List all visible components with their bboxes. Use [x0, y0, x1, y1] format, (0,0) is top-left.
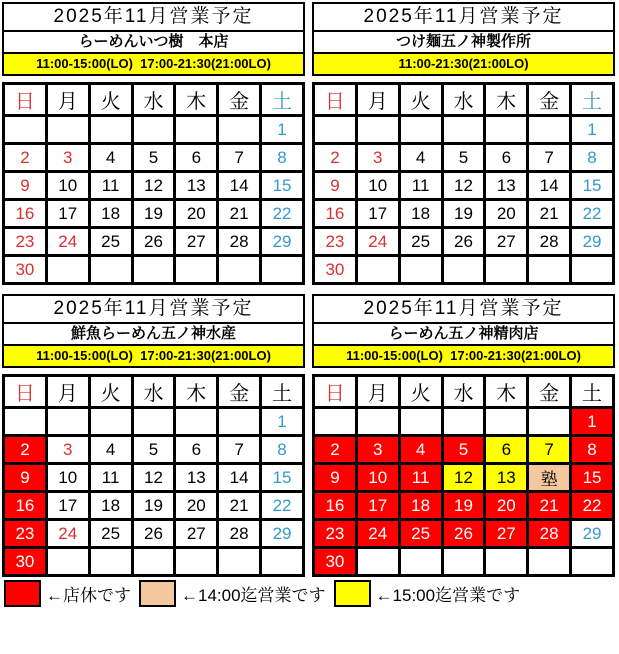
date-cell: 24: [356, 228, 399, 256]
date-cell: 23: [314, 520, 357, 548]
date-cell: 5: [442, 144, 485, 172]
weekday-header: 水: [132, 84, 175, 116]
date-cell: 1: [261, 408, 304, 436]
date-cell: 23: [4, 520, 47, 548]
date-cell: 10: [356, 172, 399, 200]
empty-cell: [89, 408, 132, 436]
empty-cell: [571, 256, 614, 284]
date-cell: 16: [4, 492, 47, 520]
empty-cell: [132, 408, 175, 436]
empty-cell: [528, 116, 571, 144]
date-cell: 27: [175, 228, 218, 256]
shop-name: らーめん五ノ神精肉店: [314, 324, 613, 346]
weekday-header: 木: [175, 376, 218, 408]
date-cell: 12: [132, 172, 175, 200]
date-cell: 24: [356, 520, 399, 548]
empty-cell: [399, 256, 442, 284]
date-cell: 26: [442, 228, 485, 256]
weekday-header: 火: [89, 376, 132, 408]
date-cell: 25: [399, 228, 442, 256]
weekday-header: 金: [528, 84, 571, 116]
empty-cell: [399, 116, 442, 144]
weekday-header: 水: [442, 376, 485, 408]
date-cell: 6: [175, 436, 218, 464]
date-cell: 18: [399, 492, 442, 520]
calendar-itsuki-honten: [2, 2, 305, 285]
calendar-title: 2025年11月営業予定: [4, 296, 303, 324]
date-cell: 10: [356, 464, 399, 492]
calendar-header: [312, 2, 615, 76]
date-cell: 10: [46, 172, 89, 200]
date-cell: 21: [528, 200, 571, 228]
empty-cell: [46, 256, 89, 284]
empty-cell: [175, 408, 218, 436]
weekday-header: 土: [571, 376, 614, 408]
empty-cell: [261, 256, 304, 284]
weekday-header: 火: [89, 84, 132, 116]
date-cell: 24: [46, 228, 89, 256]
date-cell: 14: [218, 172, 261, 200]
date-cell: 7: [218, 144, 261, 172]
empty-cell: [175, 116, 218, 144]
date-cell: 21: [218, 492, 261, 520]
empty-cell: [218, 116, 261, 144]
weekday-header: 月: [356, 376, 399, 408]
calendar-header: [2, 2, 305, 76]
date-cell: 22: [571, 200, 614, 228]
empty-cell: [571, 548, 614, 576]
date-cell: 11: [399, 464, 442, 492]
date-cell: 5: [132, 144, 175, 172]
weekday-header: 木: [485, 84, 528, 116]
date-cell: 8: [261, 436, 304, 464]
date-cell: 13: [175, 464, 218, 492]
weekday-header: 月: [46, 376, 89, 408]
date-cell: 2: [4, 144, 47, 172]
date-cell: 13: [485, 464, 528, 492]
date-cell: 17: [46, 492, 89, 520]
empty-cell: [46, 408, 89, 436]
empty-cell: [89, 548, 132, 576]
date-cell: 9: [314, 464, 357, 492]
weekday-header: 月: [46, 84, 89, 116]
date-cell: 1: [261, 116, 304, 144]
date-cell: 16: [314, 492, 357, 520]
weekday-header: 水: [132, 376, 175, 408]
weekday-header: 日: [4, 84, 47, 116]
date-cell: 18: [89, 492, 132, 520]
until-1500-color-swatch: [334, 580, 371, 607]
calendar-title: 2025年11月営業予定: [4, 4, 303, 32]
empty-cell: [399, 548, 442, 576]
empty-cell: [485, 256, 528, 284]
date-cell: 11: [399, 172, 442, 200]
empty-cell: [4, 408, 47, 436]
empty-cell: [528, 548, 571, 576]
date-cell: 30: [314, 256, 357, 284]
date-cell: 13: [175, 172, 218, 200]
date-cell: 28: [218, 228, 261, 256]
empty-cell: [89, 116, 132, 144]
date-cell: 26: [442, 520, 485, 548]
empty-cell: [314, 116, 357, 144]
date-cell: 9: [314, 172, 357, 200]
date-cell: 12: [442, 172, 485, 200]
calendar-gonokami-seinikuten: [312, 294, 615, 577]
month-grid: [2, 374, 305, 577]
date-cell: 10: [46, 464, 89, 492]
weekday-header: 木: [175, 84, 218, 116]
date-cell: 15: [571, 172, 614, 200]
date-cell: 8: [261, 144, 304, 172]
month-grid: [312, 82, 615, 285]
calendar-header: [312, 294, 615, 368]
date-cell: 29: [571, 520, 614, 548]
date-cell: 27: [485, 520, 528, 548]
date-cell: 20: [485, 200, 528, 228]
date-cell: 6: [485, 144, 528, 172]
date-cell: 16: [4, 200, 47, 228]
date-cell: 7: [528, 144, 571, 172]
date-cell: 4: [89, 436, 132, 464]
closed-color-swatch: [4, 580, 41, 607]
date-cell: 26: [132, 520, 175, 548]
shop-name: 鮮魚らーめん五ノ神水産: [4, 324, 303, 346]
date-cell: 26: [132, 228, 175, 256]
calendar-title: 2025年11月営業予定: [314, 296, 613, 324]
date-cell: 18: [89, 200, 132, 228]
weekday-header: 金: [218, 376, 261, 408]
date-cell: 15: [261, 172, 304, 200]
date-cell: 14: [528, 172, 571, 200]
empty-cell: [218, 408, 261, 436]
weekday-header: 火: [399, 376, 442, 408]
date-cell: 塾: [528, 464, 571, 492]
date-cell: 27: [485, 228, 528, 256]
weekday-header: 金: [528, 376, 571, 408]
date-cell: 5: [132, 436, 175, 464]
date-cell: 3: [46, 436, 89, 464]
shop-name: らーめんいつ樹 本店: [4, 32, 303, 54]
empty-cell: [218, 256, 261, 284]
date-cell: 22: [261, 492, 304, 520]
empty-cell: [528, 256, 571, 284]
month-grid: [312, 374, 615, 577]
date-cell: 19: [442, 492, 485, 520]
weekday-header: 土: [571, 84, 614, 116]
date-cell: 13: [485, 172, 528, 200]
date-cell: 15: [571, 464, 614, 492]
empty-cell: [175, 256, 218, 284]
empty-cell: [528, 408, 571, 436]
date-cell: 2: [4, 436, 47, 464]
empty-cell: [485, 408, 528, 436]
business-hours: 11:00-15:00(LO) 17:00-21:30(21:00LO): [314, 346, 613, 366]
calendar-header: [2, 294, 305, 368]
business-hours: 11:00-15:00(LO) 17:00-21:30(21:00LO): [4, 54, 303, 74]
weekday-header: 日: [4, 376, 47, 408]
date-cell: 9: [4, 464, 47, 492]
empty-cell: [132, 548, 175, 576]
date-cell: 8: [571, 144, 614, 172]
date-cell: 11: [89, 172, 132, 200]
date-cell: 18: [399, 200, 442, 228]
date-cell: 1: [571, 408, 614, 436]
date-cell: 2: [314, 144, 357, 172]
empty-cell: [46, 116, 89, 144]
date-cell: 25: [399, 520, 442, 548]
empty-cell: [442, 408, 485, 436]
date-cell: 25: [89, 520, 132, 548]
date-cell: 27: [175, 520, 218, 548]
weekday-header: 火: [399, 84, 442, 116]
date-cell: 4: [89, 144, 132, 172]
date-cell: 28: [218, 520, 261, 548]
calendar-gonokami-suisan: [2, 294, 305, 577]
date-cell: 29: [571, 228, 614, 256]
empty-cell: [442, 256, 485, 284]
date-cell: 20: [175, 492, 218, 520]
date-cell: 7: [218, 436, 261, 464]
date-cell: 2: [314, 436, 357, 464]
date-cell: 11: [89, 464, 132, 492]
weekday-header: 木: [485, 376, 528, 408]
weekday-header: 土: [261, 376, 304, 408]
date-cell: 3: [356, 144, 399, 172]
date-cell: 6: [485, 436, 528, 464]
business-hours: 11:00-15:00(LO) 17:00-21:30(21:00LO): [4, 346, 303, 366]
date-cell: 28: [528, 228, 571, 256]
weekday-header: 日: [314, 84, 357, 116]
empty-cell: [356, 548, 399, 576]
empty-cell: [356, 116, 399, 144]
date-cell: 20: [175, 200, 218, 228]
date-cell: 17: [356, 200, 399, 228]
empty-cell: [132, 116, 175, 144]
date-cell: 17: [356, 492, 399, 520]
empty-cell: [485, 116, 528, 144]
empty-cell: [46, 548, 89, 576]
empty-cell: [485, 548, 528, 576]
date-cell: 6: [175, 144, 218, 172]
until-1400-color-swatch: [139, 580, 176, 607]
date-cell: 17: [46, 200, 89, 228]
calendar-title: 2025年11月営業予定: [314, 4, 613, 32]
date-cell: 15: [261, 464, 304, 492]
weekday-header: 土: [261, 84, 304, 116]
date-cell: 4: [399, 436, 442, 464]
empty-cell: [399, 408, 442, 436]
weekday-header: 日: [314, 376, 357, 408]
month-grid: [2, 82, 305, 285]
date-cell: 23: [314, 228, 357, 256]
legend: [0, 577, 619, 607]
date-cell: 23: [4, 228, 47, 256]
empty-cell: [442, 548, 485, 576]
date-cell: 7: [528, 436, 571, 464]
empty-cell: [356, 408, 399, 436]
shop-name: つけ麺五ノ神製作所: [314, 32, 613, 54]
date-cell: 20: [485, 492, 528, 520]
date-cell: 25: [89, 228, 132, 256]
weekday-header: 水: [442, 84, 485, 116]
date-cell: 21: [528, 492, 571, 520]
empty-cell: [4, 116, 47, 144]
date-cell: 1: [571, 116, 614, 144]
date-cell: 21: [218, 200, 261, 228]
date-cell: 4: [399, 144, 442, 172]
date-cell: 30: [314, 548, 357, 576]
date-cell: 19: [132, 200, 175, 228]
empty-cell: [442, 116, 485, 144]
legend-until-1500-label: ←15:00迄営業です: [375, 586, 521, 605]
empty-cell: [261, 548, 304, 576]
date-cell: 9: [4, 172, 47, 200]
date-cell: 29: [261, 520, 304, 548]
weekday-header: 金: [218, 84, 261, 116]
date-cell: 29: [261, 228, 304, 256]
date-cell: 3: [46, 144, 89, 172]
date-cell: 5: [442, 436, 485, 464]
date-cell: 14: [218, 464, 261, 492]
date-cell: 30: [4, 548, 47, 576]
date-cell: 30: [4, 256, 47, 284]
weekday-header: 月: [356, 84, 399, 116]
legend-closed-label: ←店休です: [46, 586, 131, 605]
empty-cell: [218, 548, 261, 576]
date-cell: 19: [132, 492, 175, 520]
empty-cell: [89, 256, 132, 284]
date-cell: 12: [442, 464, 485, 492]
legend-until-1400-label: ←14:00迄営業です: [181, 586, 326, 605]
date-cell: 12: [132, 464, 175, 492]
empty-cell: [356, 256, 399, 284]
date-cell: 3: [356, 436, 399, 464]
date-cell: 19: [442, 200, 485, 228]
date-cell: 24: [46, 520, 89, 548]
date-cell: 16: [314, 200, 357, 228]
empty-cell: [314, 408, 357, 436]
date-cell: 22: [261, 200, 304, 228]
date-cell: 28: [528, 520, 571, 548]
date-cell: 8: [571, 436, 614, 464]
business-hours: 11:00-21:30(21:00LO): [314, 54, 613, 74]
empty-cell: [175, 548, 218, 576]
calendar-gonokami-seisakusho: [312, 2, 615, 285]
date-cell: 22: [571, 492, 614, 520]
empty-cell: [132, 256, 175, 284]
